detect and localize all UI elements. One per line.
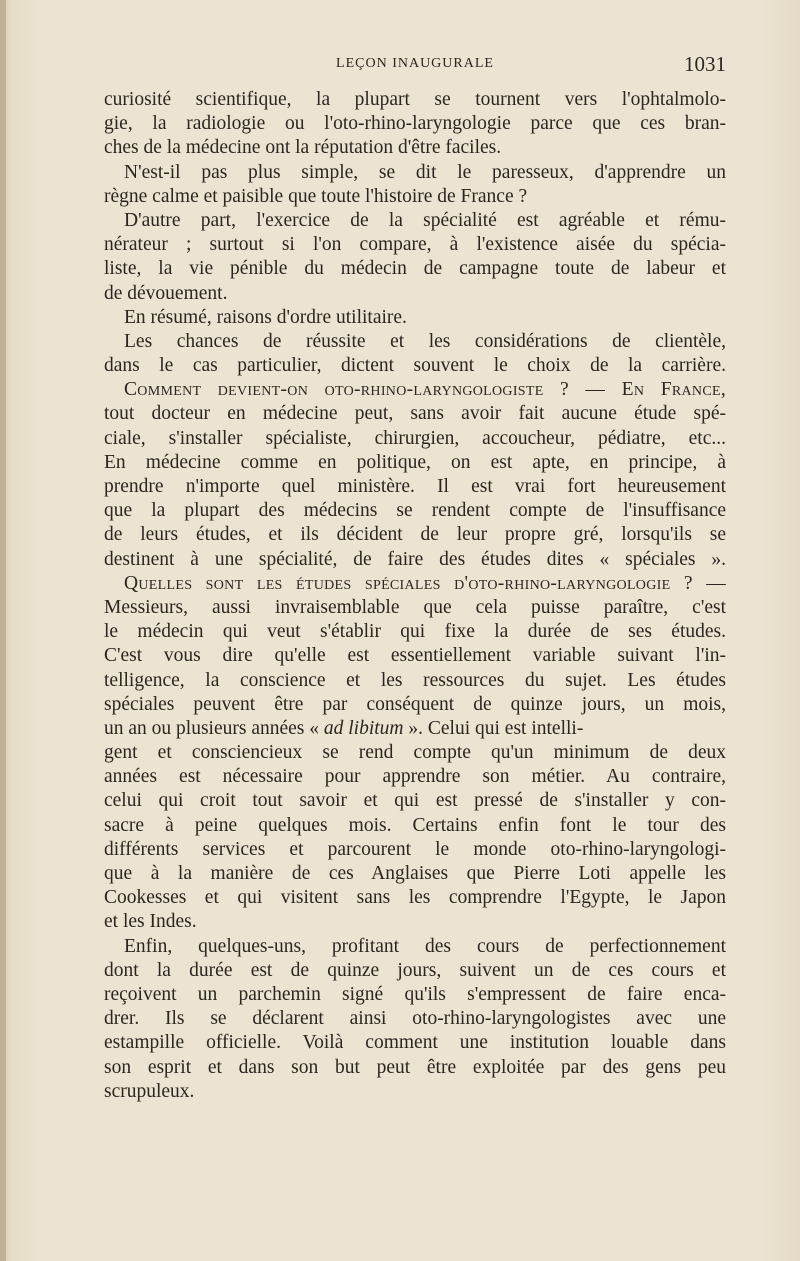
text-line: curiosité scientifique, la plupart se tournent vers l'ophtalmolo-: [104, 89, 726, 110]
text-line: tout docteur en médecine peut, sans avoir fait aucune étude spé-: [104, 403, 726, 425]
text-line: dans le cas particulier, dictent souvent le choix de la carrière.: [104, 355, 726, 377]
text-line: D'autre part, l'exercice de la spécialité est agréable et rému-: [124, 209, 726, 231]
text-line: Cookesses et qui visitent sans les comprendre l'Egypte, le Japon: [104, 887, 726, 909]
text-line: gent et consciencieux se rend compte qu'un minimum de deux: [104, 742, 726, 764]
text-line: de dévouement.: [104, 282, 228, 304]
text-line: nérateur ; surtout si l'on compare, à l'existence aisée du spécia-: [104, 234, 726, 256]
text-line: de leurs études, et ils décident de leur propre gré, lorsqu'ils se: [104, 524, 726, 546]
text-line: gie, la radiologie ou l'oto-rhino-laryngologie parce que ces bran-: [104, 113, 726, 135]
text-line: le médecin qui veut s'établir qui fixe la durée de ses études.: [104, 621, 726, 643]
text-line: En médecine comme en politique, on est apte, en principe, à: [104, 451, 726, 473]
text-fragment: un an ou plusieurs années «: [104, 717, 324, 739]
text-line: et les Indes.: [104, 911, 197, 933]
text-line: scrupuleux.: [104, 1080, 195, 1102]
running-title: LEÇON INAUGURALE: [336, 56, 494, 71]
text-line: estampille officielle. Voilà comment une institution louable dans: [104, 1032, 726, 1054]
section-heading-line: Quelles sont les études spéciales d'oto-rhino-laryngologie ? —: [124, 572, 726, 594]
text-line: que la plupart des médecins se rendent compte de l'insuffisance: [104, 500, 726, 522]
text-line: règne calme et paisible que toute l'histoire de France ?: [104, 185, 528, 207]
text-line: spéciales peuvent être par conséquent de quinze jours, un mois,: [104, 693, 726, 715]
text-line: années est nécessaire pour apprendre son métier. Au contraire,: [104, 766, 726, 788]
text-line: Enfin, quelques-uns, profitant des cours de perfectionnement: [124, 935, 726, 957]
text-line: drer. Ils se déclarent ainsi oto-rhino-laryngologistes avec une: [104, 1008, 726, 1030]
text-line: Les chances de réussite et les considérations de clientèle,: [124, 330, 726, 352]
text-line: En résumé, raisons d'ordre utilitaire.: [124, 306, 407, 328]
section-heading-line: Comment devient-on oto-rhino-laryngologiste ? — En France,: [124, 379, 726, 401]
text-line: sacre à peine quelques mois. Certains enfin font le tour des: [104, 814, 726, 836]
text-line-with-italic: [104, 717, 726, 741]
text-line: N'est-il pas plus simple, se dit le paresseux, d'apprendre un: [124, 161, 726, 183]
text-line: Messieurs, aussi invraisemblable que cela puisse paraître, c'est: [104, 596, 726, 618]
body-text: [104, 88, 726, 1104]
italic-phrase: ad libitum: [323, 717, 404, 739]
text-line: son esprit et dans son but peut être exploitée par des gens peu: [104, 1056, 726, 1078]
text-fragment: ». Celui qui est intelli-: [403, 717, 584, 739]
text-line: celui qui croit tout savoir et qui est pressé de s'installer y con-: [104, 790, 726, 812]
text-line: liste, la vie pénible du médecin de campagne toute de labeur et: [104, 258, 726, 280]
text-line: ches de la médecine ont la réputation d'être faciles.: [104, 137, 502, 159]
book-spine-edge: [0, 0, 6, 1261]
text-line: ciale, s'installer spécialiste, chirurgien, accoucheur, pédiatre, etc...: [104, 427, 726, 449]
text-line: que à la manière de ces Anglaises que Pierre Loti appelle les: [104, 863, 726, 884]
page-number: 1031: [684, 52, 726, 76]
text-line: reçoivent un parchemin signé qu'ils s'empressent de faire enca-: [104, 983, 726, 1005]
text-line: telligence, la conscience et les ressources du sujet. Les études: [104, 669, 726, 691]
text-line: prendre n'importe quel ministère. Il est vrai fort heureusement: [104, 476, 726, 497]
page-header: [104, 52, 726, 76]
text-line: C'est vous dire qu'elle est essentiellement variable suivant l'in-: [104, 645, 726, 667]
text-line: destinent à une spécialité, de faire des études dites « spéciales ».: [104, 548, 726, 570]
text-line: différents services et parcourent le monde oto-rhino-laryngologi-: [104, 838, 726, 860]
text-line: dont la durée est de quinze jours, suivent un de ces cours et: [104, 959, 726, 981]
